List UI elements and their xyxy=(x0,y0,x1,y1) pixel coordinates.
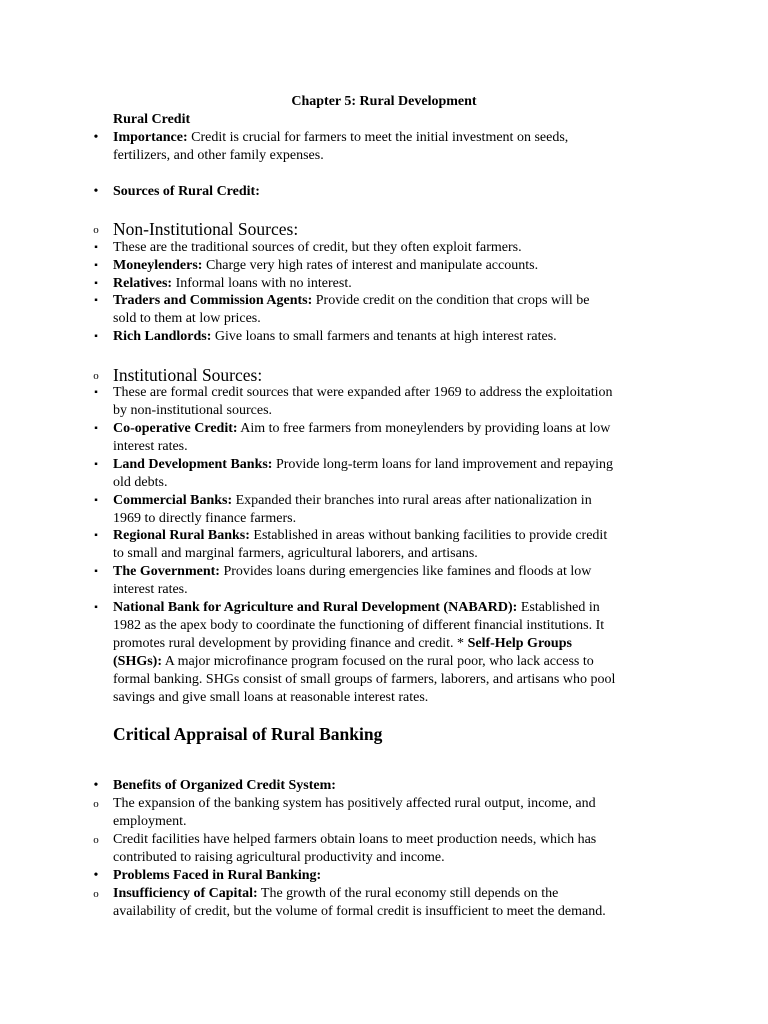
bullet-marker: • xyxy=(93,184,99,199)
item-label: Moneylenders: xyxy=(113,258,203,273)
nabard-text-cont: formal banking. SHGs consist of small groups of farmers, laborers, and artisans who pool xyxy=(113,672,616,687)
institutional-heading: Institutional Sources: xyxy=(113,365,263,385)
list-item xyxy=(94,563,658,581)
item-text: Expanded their branches into rural areas after nationalization in xyxy=(232,493,592,508)
square-marker: ▪ xyxy=(94,260,98,271)
critical-appraisal-heading: Critical Appraisal of Rural Banking xyxy=(113,724,383,744)
item-text-cont: interest rates. xyxy=(113,582,188,597)
item-text: Provide credit on the condition that crops will be xyxy=(312,293,590,308)
item-text: Provide long-term loans for land improvement and repaying xyxy=(272,457,614,472)
inst-intro xyxy=(94,384,658,402)
problem-item xyxy=(93,885,658,903)
list-item xyxy=(94,456,658,474)
square-marker: ▪ xyxy=(94,295,98,306)
nabard-item xyxy=(94,599,658,617)
benefit-text-cont: contributed to raising agricultural productivity and income. xyxy=(113,850,445,865)
non-institutional-heading-item xyxy=(93,218,299,240)
square-marker: ▪ xyxy=(94,331,98,342)
circle-marker: o xyxy=(93,798,99,810)
item-text-cont: interest rates. xyxy=(113,439,188,454)
benefit-item xyxy=(93,831,658,849)
sources-heading-item xyxy=(93,183,658,201)
page-title: Chapter 5: Rural Development xyxy=(291,94,477,109)
problems-heading-item xyxy=(93,867,658,885)
list-item xyxy=(94,527,658,545)
item-text: Give loans to small farmers and tenants at high interest rates. xyxy=(211,329,557,344)
shg-label: Self-Help Groups xyxy=(467,636,572,651)
bullet-marker: • xyxy=(93,868,99,883)
nabard-text-cont xyxy=(113,653,658,671)
benefits-heading: Benefits of Organized Credit System: xyxy=(113,778,336,793)
square-marker: ▪ xyxy=(94,566,98,577)
benefit-item xyxy=(93,795,658,813)
institutional-heading-item xyxy=(93,364,263,386)
item-label: Co-operative Credit: xyxy=(113,421,238,436)
item-text: Aim to free farmers from moneylenders by providing loans at low xyxy=(237,421,611,436)
benefit-text: The expansion of the banking system has positively affected rural output, income, and xyxy=(113,796,596,811)
list-item xyxy=(94,257,658,275)
item-label: Commercial Banks: xyxy=(113,493,233,508)
problem-text-cont: availability of credit, but the volume of formal credit is insufficient to meet the demand. xyxy=(113,904,606,919)
item-label: Regional Rural Banks: xyxy=(113,528,250,543)
importance-item xyxy=(93,129,658,147)
shg-text: A major microfinance program focused on the rural poor, who lack access to xyxy=(162,654,594,669)
bullet-marker: • xyxy=(93,778,99,793)
item-text: Established in areas without banking facilities to provide credit xyxy=(249,528,608,543)
item-text-cont: old debts. xyxy=(113,475,168,490)
list-item xyxy=(94,292,658,310)
square-marker: ▪ xyxy=(94,423,98,434)
nabard-text-cont xyxy=(113,635,658,653)
item-label: Land Development Banks: xyxy=(113,457,273,472)
inst-intro-cont: by non-institutional sources. xyxy=(113,403,273,418)
importance-text: Credit is crucial for farmers to meet the initial investment on seeds, xyxy=(187,130,569,145)
item-text-cont: to small and marginal farmers, agricultural laborers, and artisans. xyxy=(113,546,478,561)
square-marker: ▪ xyxy=(94,530,98,541)
benefit-text: Credit facilities have helped farmers obtain loans to meet production needs, which has xyxy=(113,832,597,847)
circle-marker: o xyxy=(93,370,99,382)
circle-marker: o xyxy=(93,834,99,846)
item-text: Charge very high rates of interest and manipulate accounts. xyxy=(202,258,539,273)
non-inst-intro xyxy=(94,239,658,257)
square-marker: ▪ xyxy=(94,602,98,613)
item-text-cont: sold to them at low prices. xyxy=(113,311,261,326)
rural-credit-heading: Rural Credit xyxy=(113,112,191,127)
item-text: Informal loans with no interest. xyxy=(172,276,352,291)
list-item xyxy=(94,492,658,510)
square-marker: ▪ xyxy=(94,495,98,506)
item-text-cont: 1969 to directly finance farmers. xyxy=(113,511,297,526)
item-label: Rich Landlords: xyxy=(113,329,212,344)
item-label: Traders and Commission Agents: xyxy=(113,293,313,308)
nabard-text-cont: 1982 as the apex body to coordinate the functioning of different financial institutions. It xyxy=(113,618,605,633)
non-inst-intro-text: These are the traditional sources of credit, but they often exploit farmers. xyxy=(113,240,522,255)
bullet-marker: • xyxy=(93,130,99,145)
sources-heading: Sources of Rural Credit: xyxy=(113,184,260,199)
list-item xyxy=(94,275,658,293)
square-marker: ▪ xyxy=(94,387,98,398)
item-label: The Government: xyxy=(113,564,220,579)
problems-heading: Problems Faced in Rural Banking: xyxy=(113,868,322,883)
nabard-text-part: promotes rural development by providing finance and credit. * xyxy=(113,636,468,651)
item-label: Relatives: xyxy=(113,276,173,291)
circle-marker: o xyxy=(93,888,99,900)
square-marker: ▪ xyxy=(94,459,98,470)
problem-label: Insufficiency of Capital: xyxy=(113,886,258,901)
non-institutional-heading: Non-Institutional Sources: xyxy=(113,219,299,239)
importance-text-cont: fertilizers, and other family expenses. xyxy=(113,148,324,163)
nabard-text: Established in xyxy=(517,600,600,615)
circle-marker: o xyxy=(93,224,99,236)
nabard-text-cont: savings and give small loans at reasonable interest rates. xyxy=(113,690,429,705)
list-item xyxy=(94,420,658,438)
nabard-label: National Bank for Agriculture and Rural Development (NABARD): xyxy=(113,600,518,615)
shg-label-cont: (SHGs): xyxy=(113,654,162,669)
benefits-heading-item xyxy=(93,777,658,795)
item-text: Provides loans during emergencies like famines and floods at low xyxy=(219,564,592,579)
list-item xyxy=(94,328,658,346)
benefit-text-cont: employment. xyxy=(113,814,187,829)
square-marker: ▪ xyxy=(94,278,98,289)
problem-text: The growth of the rural economy still depends on the xyxy=(257,886,559,901)
square-marker: ▪ xyxy=(94,242,98,253)
inst-intro-text: These are formal credit sources that were expanded after 1969 to address the exploitation xyxy=(113,385,613,400)
importance-label: Importance: xyxy=(113,130,188,145)
